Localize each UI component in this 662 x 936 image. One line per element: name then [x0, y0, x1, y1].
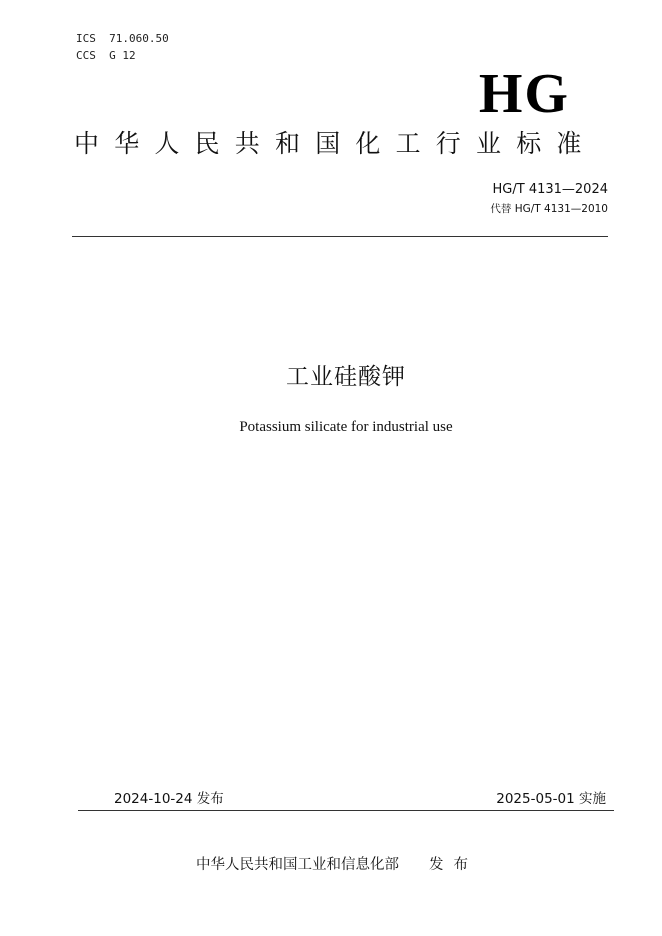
bottom-divider — [78, 810, 614, 811]
ccs-code: CCS G 12 — [76, 49, 136, 62]
standard-number: HG/T 4131—2024 — [492, 182, 608, 197]
issuer-verb: 发布 — [429, 857, 478, 873]
top-divider — [72, 236, 608, 237]
document-title-english: Potassium silicate for industrial use — [239, 419, 453, 435]
classification-codes — [76, 30, 169, 64]
issuing-authority — [196, 854, 478, 876]
issue-date: 2024-10-24 发布 — [114, 791, 224, 807]
standard-number-block — [490, 180, 608, 218]
issuer-name: 中华人民共和国工业和信息化部 — [196, 857, 399, 873]
document-title-chinese: 工业硅酸钾 — [286, 364, 406, 390]
implementation-date: 2025-05-01 实施 — [496, 791, 606, 807]
hg-logo: HG — [478, 63, 570, 125]
replaced-standard: 代替 HG/T 4131—2010 — [490, 203, 608, 215]
standard-category-heading: 中华人民共和国化工行业标准 — [74, 129, 597, 158]
ics-code: ICS 71.060.50 — [76, 32, 169, 45]
